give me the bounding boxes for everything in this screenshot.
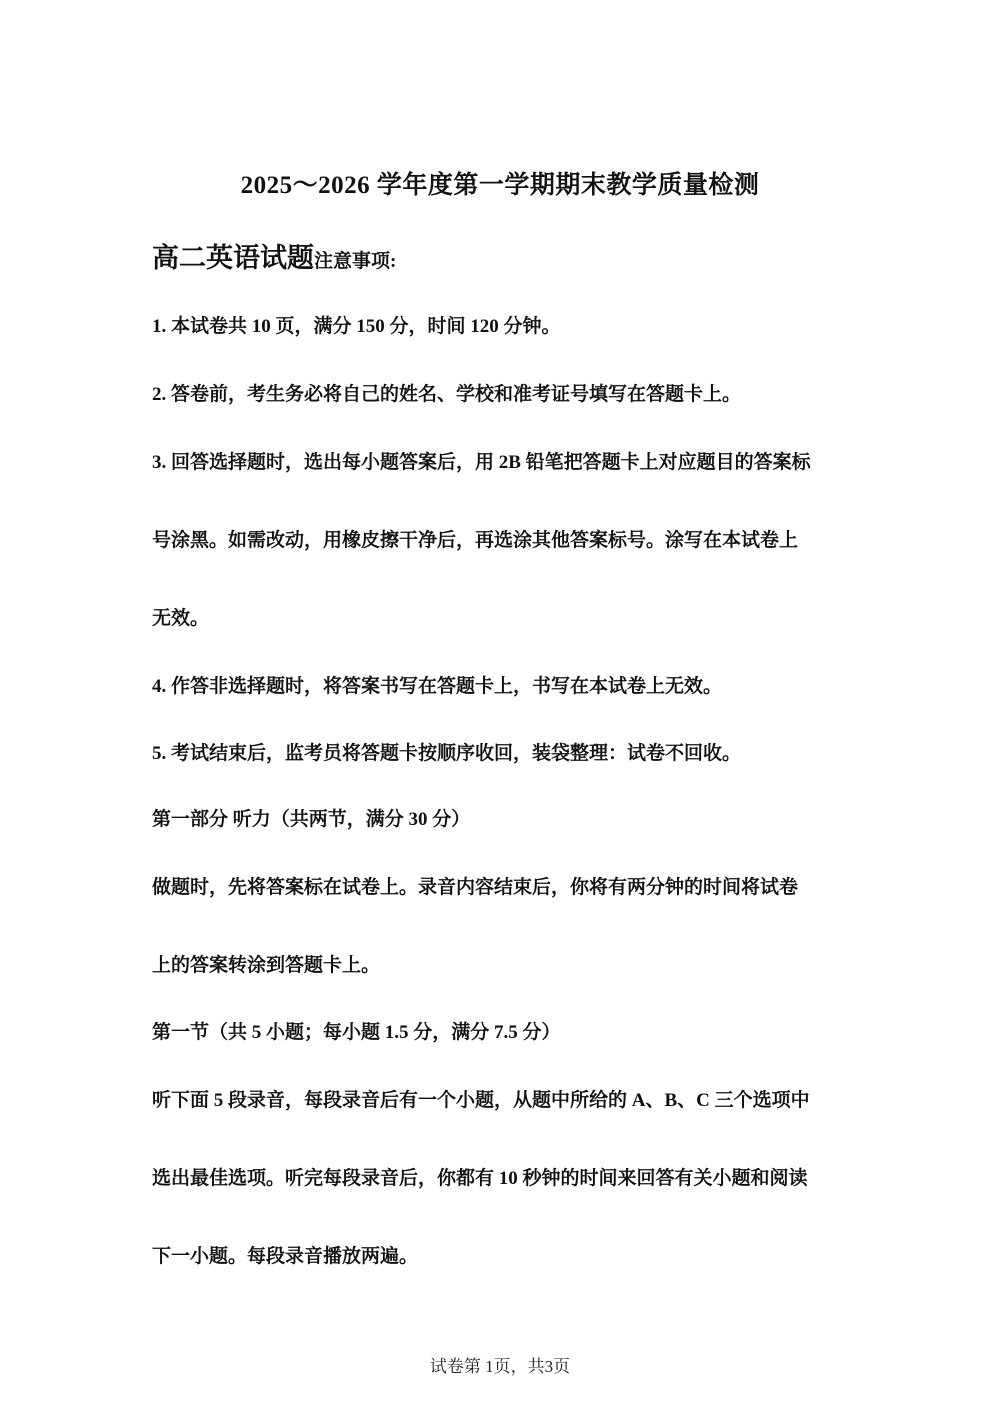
instruction-3-line-3: 无效。 xyxy=(152,608,210,629)
exam-title: 2025～2026 学年度第一学期期末教学质量检测 xyxy=(240,172,760,199)
instruction-4: 4. 作答非选择题时，将答案书写在答题卡上，书写在本试卷上无效。 xyxy=(152,676,723,697)
instruction-5: 5. 考试结束后，监考员将答题卡按顺序收回，装袋整理：试卷不回收。 xyxy=(152,743,742,764)
section-one-line-1: 听下面 5 段录音，每段录音后有一个小题，从题中所给的 A、B、C 三个选项中 xyxy=(152,1090,810,1111)
subject-name: 高二英语试题 xyxy=(152,243,314,273)
instruction-1: 1. 本试卷共 10 页，满分 150 分，时间 120 分钟。 xyxy=(152,316,561,337)
part-one-heading: 第一部分 听力（共两节，满分 30 分） xyxy=(152,809,471,830)
part-one-intro-line-2: 上的答案转涂到答题卡上。 xyxy=(152,955,381,976)
section-one-line-2: 选出最佳选项。听完每段录音后，你都有 10 秒钟的时间来回答有关小题和阅读 xyxy=(152,1168,808,1189)
notice-label: 注意事项: xyxy=(314,251,397,272)
section-one-heading: 第一节（共 5 小题；每小题 1.5 分，满分 7.5 分） xyxy=(152,1022,561,1043)
page-footer: 试卷第 1页，共3页 xyxy=(429,1357,571,1376)
instruction-3-line-2: 号涂黑。如需改动，用橡皮擦干净后，再选涂其他答案标号。涂写在本试卷上 xyxy=(152,530,799,551)
section-one-line-3: 下一小题。每段录音播放两遍。 xyxy=(152,1246,419,1267)
instruction-2: 2. 答卷前，考生务必将自己的姓名、学校和准考证号填写在答题卡上。 xyxy=(152,384,742,405)
part-one-intro-line-1: 做题时，先将答案标在试卷上。录音内容结束后，你将有两分钟的时间将试卷 xyxy=(152,877,799,898)
subject-line xyxy=(152,238,396,283)
instruction-3-line-1: 3. 回答选择题时，选出每小题答案后，用 2B 铅笔把答题卡上对应题目的答案标 xyxy=(152,452,811,473)
